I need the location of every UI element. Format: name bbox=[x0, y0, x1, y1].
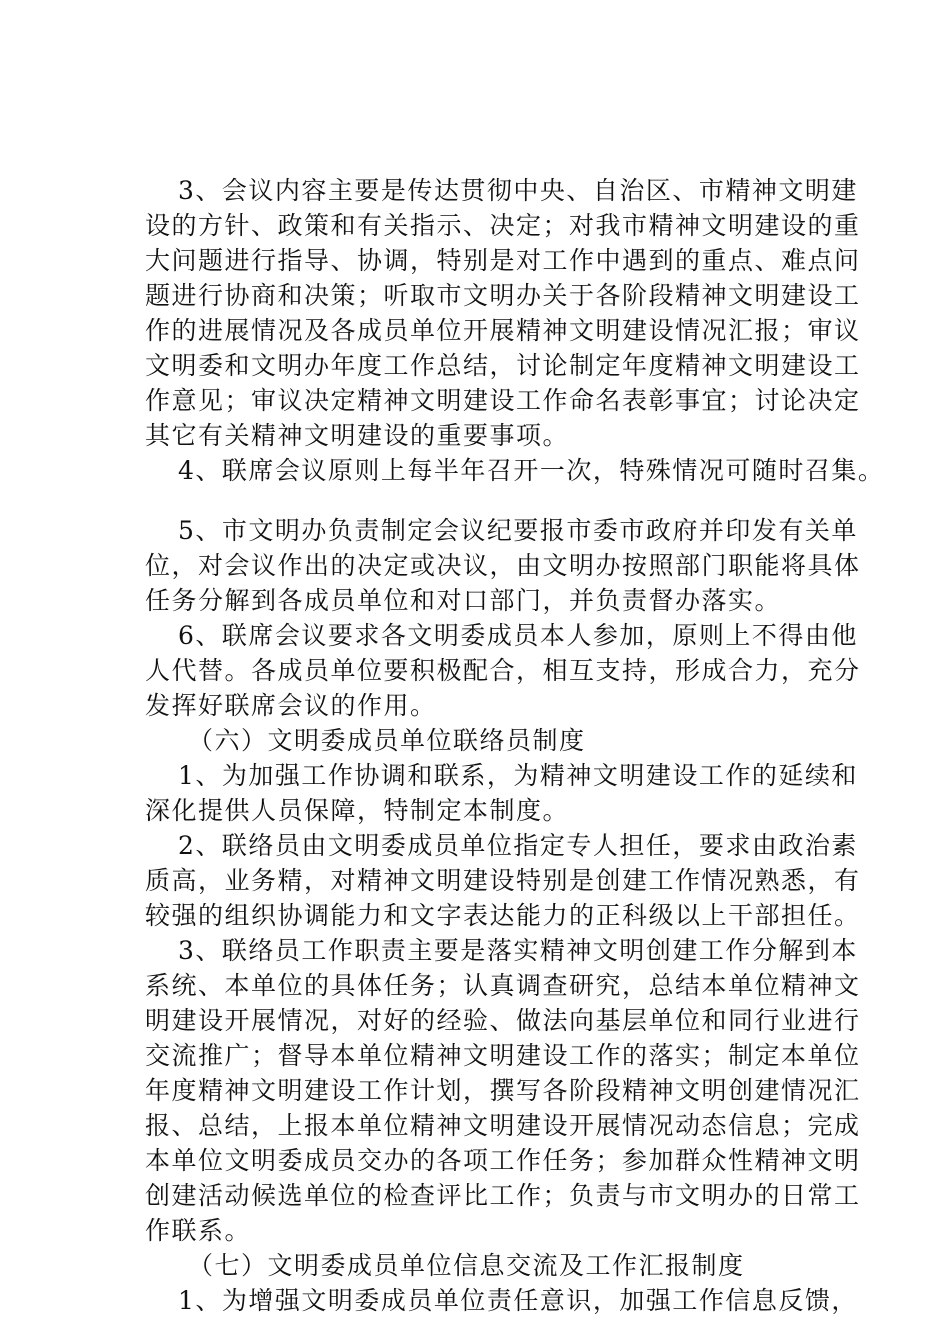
text-line: 明建设开展情况，对好的经验、做法向基层单位和同行业进行 bbox=[145, 1006, 861, 1035]
text-line: 深化提供人员保障，特制定本制度。 bbox=[145, 796, 570, 825]
text-line: 6、联席会议要求各文明委成员本人参加，原则上不得由他 bbox=[178, 621, 858, 650]
text-line: 题进行协商和决策；听取市文明办关于各阶段精神文明建设工 bbox=[145, 281, 861, 310]
text-line: 大问题进行指导、协调，特别是对工作中遇到的重点、难点问 bbox=[145, 246, 861, 275]
text-line: 系统、本单位的具体任务；认真调查研究，总结本单位精神文 bbox=[145, 971, 861, 1000]
text-line: 2、联络员由文明委成员单位指定专人担任，要求由政治素 bbox=[178, 831, 858, 860]
text-line: 4、联席会议原则上每半年召开一次，特殊情况可随时召集。 bbox=[178, 456, 885, 485]
text-line: 作的进展情况及各成员单位开展精神文明建设情况汇报；审议 bbox=[145, 316, 861, 345]
text-line: 报、总结，上报本单位精神文明建设开展情况动态信息；完成 bbox=[145, 1111, 861, 1140]
text-line: 3、联络员工作职责主要是落实精神文明创建工作分解到本 bbox=[178, 936, 858, 965]
text-line: 交流推广；督导本单位精神文明建设工作的落实；制定本单位 bbox=[145, 1041, 861, 1070]
text-line: 1、为加强工作协调和联系，为精神文明建设工作的延续和 bbox=[178, 761, 858, 790]
text-line: 创建活动候选单位的检查评比工作；负责与市文明办的日常工 bbox=[145, 1181, 861, 1210]
text-line: 人代替。各成员单位要积极配合，相互支持，形成合力，充分 bbox=[145, 656, 861, 685]
section-heading: （六）文明委成员单位联络员制度 bbox=[188, 726, 586, 755]
text-line: 本单位文明委成员交办的各项工作任务；参加群众性精神文明 bbox=[145, 1146, 861, 1175]
text-line: 其它有关精神文明建设的重要事项。 bbox=[145, 421, 570, 450]
text-line: 位，对会议作出的决定或决议，由文明办按照部门职能将具体 bbox=[145, 551, 861, 580]
section-heading: （七）文明委成员单位信息交流及工作汇报制度 bbox=[188, 1251, 745, 1280]
text-line: 作意见；审议决定精神文明建设工作命名表彰事宜；讨论决定 bbox=[145, 386, 861, 415]
text-line: 作联系。 bbox=[145, 1216, 252, 1245]
text-line: 5、市文明办负责制定会议纪要报市委市政府并印发有关单 bbox=[178, 516, 858, 545]
text-line: 发挥好联席会议的作用。 bbox=[145, 691, 437, 720]
text-line: 设的方针、政策和有关指示、决定；对我市精神文明建设的重 bbox=[145, 211, 861, 240]
text-line: 1、为增强文明委成员单位责任意识，加强工作信息反馈， bbox=[178, 1286, 858, 1315]
text-line: 3、会议内容主要是传达贯彻中央、自治区、市精神文明建 bbox=[178, 176, 858, 205]
text-line: 年度精神文明建设工作计划，撰写各阶段精神文明创建情况汇 bbox=[145, 1076, 861, 1105]
text-line: 质高，业务精，对精神文明建设特别是创建工作情况熟悉，有 bbox=[145, 866, 861, 895]
text-line: 任务分解到各成员单位和对口部门，并负责督办落实。 bbox=[145, 586, 782, 615]
text-line: 较强的组织协调能力和文字表达能力的正科级以上干部担任。 bbox=[145, 901, 861, 930]
text-line: 文明委和文明办年度工作总结，讨论制定年度精神文明建设工 bbox=[145, 351, 861, 380]
